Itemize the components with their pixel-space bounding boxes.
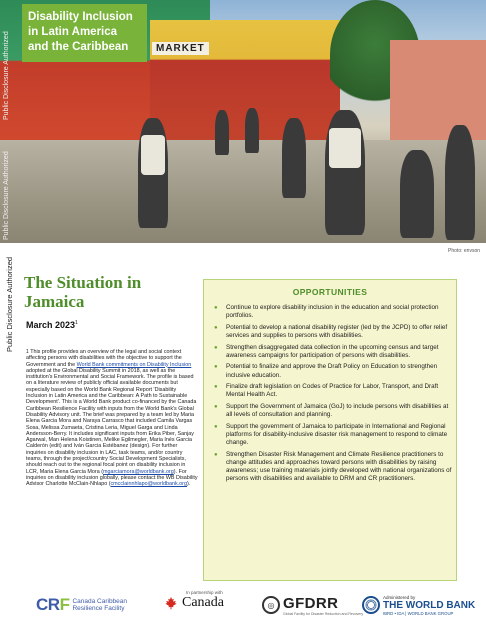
disclosure-label: Public Disclosure Authorized — [3, 151, 10, 240]
list-item — [212, 451, 452, 484]
maple-leaf-icon — [164, 596, 178, 610]
page-title-line: The Situation in — [24, 273, 142, 292]
footnote-text: This profile provides an overview of the legal and social context affecting persons with disabilities with the objective to support the Government and the — [26, 349, 182, 368]
series-title-line: Disability Inclusion — [28, 11, 133, 23]
hero-photo — [0, 0, 486, 243]
publication-date — [26, 320, 78, 330]
crf-logo — [36, 590, 127, 620]
world-bank-wordmark: THE WORLD BANK — [383, 599, 476, 611]
footnote — [26, 349, 198, 488]
student-figure — [445, 125, 475, 240]
commitments-link[interactable]: World Bank commitments on Disability Inclusion — [76, 361, 192, 368]
student-shirt — [141, 135, 165, 175]
student-shirt — [329, 128, 361, 168]
series-title — [22, 4, 147, 62]
list-item-text: Support the government of Jamaica to participate in International and Regional platforms for disability-inclusive disaster risk management to respond to climate change. — [226, 422, 448, 447]
partner-logos — [0, 590, 486, 627]
list-item-text: Support the Government of Jamaica (GoJ) to include persons with disabilities at all levels of consultation and planning. — [226, 402, 449, 419]
bullet-icon: ● — [214, 403, 218, 410]
world-bank-subtitle: IBRD • IDA | WORLD BANK GROUP — [383, 610, 454, 616]
world-bank-globe-icon — [362, 596, 380, 614]
pink-building — [390, 40, 486, 150]
list-item — [212, 423, 452, 448]
crf-text — [72, 598, 127, 613]
student-figure — [245, 108, 259, 153]
list-item — [212, 403, 452, 419]
bullet-icon: ● — [214, 384, 218, 391]
opportunities-title: OPPORTUNITIES — [292, 287, 368, 297]
gfdrr-text — [283, 595, 363, 616]
world-bank-text — [383, 595, 475, 616]
list-item — [212, 344, 452, 360]
list-item — [212, 383, 452, 399]
series-title-line: in Latin America — [28, 26, 118, 38]
gfdrr-logo — [262, 590, 363, 620]
page-title — [24, 273, 204, 311]
list-item — [212, 304, 452, 320]
bullet-icon: ● — [214, 344, 218, 351]
canada-logo — [164, 590, 224, 620]
footnote-text: ). For inquiries on disability inclusion globally, please contact the WB Disability Advisor Charlotte McClain-Nhlapo ( — [26, 468, 198, 488]
list-item-text: Strengthen disaggregated data collection in the upcoming census and target awareness campaigns for participation of persons with disabilities. — [226, 343, 439, 359]
footnote-text: ). — [186, 481, 191, 488]
bullet-icon: ● — [214, 305, 218, 311]
series-title-line: and the Caribbean — [28, 41, 129, 53]
canada-wordmark: Canada — [182, 595, 224, 610]
list-item — [212, 324, 452, 340]
list-item-text: Potential to finalize and approve the Draft Policy on Education to strengthen inclusive education. — [226, 363, 438, 379]
opportunities-box — [203, 279, 457, 581]
disclosure-label: Public Disclosure Authorized — [5, 256, 14, 352]
footnote-ref: 1 — [75, 320, 78, 326]
list-item-text: Finalize draft legislation on Codes of Practice for Labor, Transport, and Draft Mental Health Act. — [226, 383, 439, 399]
date-text: March 2023 — [26, 320, 76, 330]
list-item-text: Potential to develop a national disability register (led by the JCPD) to offer relief services and supplies to persons with disabilities. — [226, 323, 448, 339]
opportunities-list — [212, 304, 452, 487]
crf-mark-a: CR — [36, 595, 60, 614]
bullet-icon: ● — [214, 451, 218, 458]
gfdrr-wordmark: GFDRR — [283, 594, 339, 612]
email-link[interactable]: mgarciamora@worldbank.org — [103, 468, 174, 475]
crf-mark — [36, 595, 69, 615]
canada-wordmark-row — [164, 595, 224, 611]
student-figure — [400, 150, 434, 238]
list-item — [212, 363, 452, 379]
page-title-line: Jamaica — [24, 292, 85, 311]
footnote-text: adopted at the Global Disability Summit in 2018, as well as the institution's Environmental and Social Framework. The profile is based on a literature review of publicly official available documents but especially based on the World Bank Regional Report 'Disability Inclusion in Latin America and the Caribbean: A Path to Sustainable Development'. This is a World Bank product co-financed by the Canada Caribbean Resilience Facility with inputs from the World Bank's Global Disability Advisory unit. The brief was prepared by a team led by Maria Elena Garcia Mora and Naraya Carrasco that included Camila Vargas Sosa, Melissa Zumaeta, Cristina Leria, Miguel Garga and Linda Andersson-Berry. It includes significant inputs from Erika Piber, Sanjay Agarwal, Man Helena Koistinen, Melike Egilmegler, Maria Inés Garcia Calderón (edit) and Iván Garcia Estébanez (design). For further inquiries on disability inclusion in LAC, task teams, and/or country teams, through the project/country Social Development Specialists, should reach out to the regional focal point on disability inclusion in LCR, Maria Elena Garcia Mora ( — [26, 367, 197, 475]
canada-partnership-text: In partnership with — [186, 590, 223, 595]
crf-line: Canada Caribbean — [72, 597, 128, 605]
disclosure-label: Public Disclosure Authorized — [3, 31, 10, 120]
crf-mark-b: F — [59, 595, 70, 614]
list-item-text: Continue to explore disability inclusion in the education and social protection portfolios. — [226, 304, 439, 320]
world-bank-logo — [362, 590, 475, 620]
bullet-icon: ● — [214, 324, 218, 331]
bullet-icon: ● — [214, 423, 218, 430]
student-figure — [215, 110, 229, 155]
student-figure — [282, 118, 306, 198]
list-item-text: Strengthen Disaster Risk Management and Climate Resilience practitioners to change attitudes and approaches toward persons with disabilities by raising awareness; use training materials jointly developed with national organizations of persons with disabilities and available to DRM and CR practitioners. — [226, 450, 452, 483]
gfdrr-emblem-icon: ◎ — [262, 596, 280, 614]
photo-credit: Photo: envson — [448, 248, 480, 254]
bullet-icon: ● — [214, 364, 218, 371]
email-link[interactable]: cmcclainnhlapo@worldbank.org — [110, 481, 187, 488]
gfdrr-subtitle: Global Facility for Disaster Reduction and Recovery — [283, 611, 364, 616]
administered-by-text: Administered by — [383, 594, 416, 600]
market-sign: MARKET — [152, 42, 209, 55]
crf-line: Resilience Facility — [72, 605, 125, 612]
footnote-marker: 1 — [26, 349, 29, 355]
